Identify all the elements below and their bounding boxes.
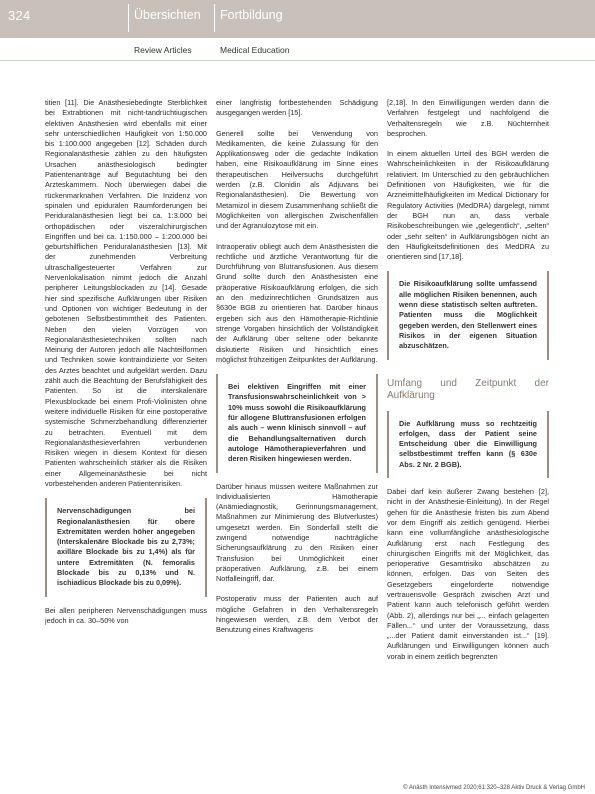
subheader-left: Review Articles [134, 45, 192, 55]
highlight-box: Die Risikoaufklärung sollte umfassend alle möglichen Risiken benennen, auch wenn diese statistisch selten auftreten. Patienten muss die Möglichkeit gegeben werden, den Stellenwert eines Risikos in der eigenen Situation abzuschätzen. [387, 271, 549, 359]
page-number: 324 [8, 8, 31, 23]
paragraph: Intraoperativ obliegt auch dem Anästhesisten die rechtliche und ärztliche Verantwortung für die Durchführung von Blutransfusionen. Aus diesem Grund sollte durch den Anästhesisten eine präoperative Risikoaufklärung erfolgen, die sich an den medizinrechtlichen Grundsätzen aus §630e BGB zu orientieren hat. Darüber hinaus ergeben sich aus den Hämotherapie-Richtlinie strenge Vorgaben hinsichtlich der Vollständigkeit der Aufklärung über seltene oder bekannte diskutierte Risiken und hinsichtlich eines möglichst frühzeitigen Zeitpunktes der Aufklärung. [216, 241, 378, 364]
subheader-right: Medical Education [220, 45, 290, 55]
paragraph: In einem aktuellen Urteil des BGH werden die Wahrscheinlichkeiten in der Risikoaufklärung relativiert. Im Unterschied zu den gebräuchlichen Definitionen von Häufigkeiten, wie für die Arzneimittelhäufigkeiten im Medical Dictionary for Regulatory Activities (MedDRA) dargelegt, nimmt der BGH nun an, dass verbale Risikobeschreibungen wie „gelegentlich“, „selten“ oder „sehr selten“ in Aufklärungsbögen nicht an den Häufigkeitsdefinitionen des MedDRA zu orientieren sind [17,18]. [387, 149, 549, 262]
column-2 [216, 98, 378, 636]
highlight-box: Nervenschädigungen bei Regionalanästhesien für obere Extremitäten werden höher angegeben (Interskalenäre Blockade bis zu 2,73%; axilläre Blockade bis zu 1,4%) als für untere Extremitäten (N. femoralis Blockade bis zu 0,13% und N. ischiadicus Blockade bis zu 0,09%). [45, 498, 207, 596]
highlight-box: Bei elektiven Eingriffen mit einer Transfusionswahrscheinlichkeit von > 10% muss sowohl die Risikoaufklärung für allogene Bluttransfusionen erfolgen als auch – wenn klinisch sinnvoll – auf die Behandlungsalternativen durch autologe Hämotherapieverfahren und deren Risiken hingewiesen werden. [216, 374, 378, 472]
header-tab-overview: Übersichten [134, 8, 201, 22]
paragraph: titien [11]. Die Anästhesiebedingte Sterblichkeit bei Extrabtionen mit nicht-tandrüchtiugischen elektiven Anästhesien wird ebenfalls mit einer sehr unterschiedlichen Häufigkeit von 1:50.000 bis 1:100.000 angegeben [12]. Schäden durch Regionalanästhesie zählen zu den häufigsten Ursachen anästhesiologisch bedingter Patientenanträge auf Begutachtung bei den Arzteskammern. Noch überwiegen dabei die rückenmarknahen Verfahren. Die Inzidenz von spinalen und epiduralen Raumforderungen bei Periduralanästhesien liegt bei ca. 1:3.000 bei orthopädischen oder viszeralchirurgischen Eingriffen und bei ca. 1:150.000 – 1:200.000 bei geburtshilflichen Periduralanästhesien [13]. Mit der zunehmenden Verbreitung ultraschallgesteuerter Verfahren zur Nervenlokalisation nimmt jedoch die Anzahl peripherer Leitungsblockaden zu [14]. Gesade hier sind spezifische Aufklärungen über Risiken und Optionen von wichtiger Bedeutung in der gebotenen Selbstbestimmtheit des Patienten. Neben den vielen Vorzügen von Regionalanästhesietechniken sollten nach Meinung der Autoren jedoch alle Nachteilformen und Techniken sowie kontraindizierte vor Seiten des Arztes beachtet und aufgeklärt werden. Dazu zählt auch die Beachtung der Berufsfähigkeit des Patienten. So ist die interskalenäre Plexusblockade bei einem Profi-Violinisten ohne weitere individuelle Risiken für eine postoperative systemische Schmerzbehandlung differenzierter zu betrachten. Eventuell mit dem Regionalanästhesieverfahren verbundenen Risiken wiegen in diesem Kontext für diesen Patienten wahrscheinlich stärker als die Risiken einer Allgemeinanästhesie bei nicht vorbestehenden anderen Patientenrisiken. [45, 98, 207, 488]
paragraph: [2,18]. In den Einwilligungen werden dann die Verfahren festgelegt und nachfolgend die Verhaltensregeln wie z.B. Nüchternheit besprochen. [387, 98, 549, 138]
page-footer: © Anästh Intensivmed 2020;61:320–328 Aktiv Druck & Verlag GmbH [403, 785, 585, 791]
column-1 [45, 98, 207, 626]
section-heading: Umfang und Zeitpunkt der Aufklärung [387, 377, 549, 401]
header-separator [214, 4, 215, 32]
paragraph: Dabei darf kein äußerer Zwang bestehen [2], nicht in der Anästhesie-Einleitung). In der Regel gehen für die Anästhesie fristen bis zum Abend vor dem Eingriff als zeitlich genügend. Hierbei kann eine vollumfängliche anästhesiologische Aufklärung erst nach Festlegung des chirurgischen Eingriffs mit der Möglichkeit, das perioperative Gesamtrisiko abschätzen zu können, erfolgen. Das von Seiten des Gesetzgebers eingeforderte notwendige vertrauensvolle Gespräch zwischen Arzt und Patient kann auch telefonisch geführt werden (Abb. 2), allerdings nur bei „... einfach gelagerten Fällen...“ und unter der Voraussetzung, dass „...der Patient damit einverstanden ist...“ [19]. Aufklärungen und Einwilligungen können auch vorab in einem zeitlich begrenzten [387, 487, 549, 661]
header-tab-education: Fortbildung [220, 8, 283, 22]
paragraph: Generell sollte bei Verwendung von Medikamenten, die keine Zulassung für den Applikationsweg oder die gedachte Indikation haben, eine Risikoaufklärung im Sinne eines therapeutischen Heilversuchs durchgeführt werden (z.B. Clonidin als Adjuvans bei Regionalanästhesien). Die Bewertung von Metamizol in diesem Zusammenhang schließt die Möglichkeiten von allergischen Zwischenfällen und der Agranulozytose mit ein. [216, 128, 378, 231]
paragraph: Bei allen peripheren Nervenschädigungen muss jedoch in ca. 30–50% von [45, 605, 207, 625]
paragraph: einer langfristig fortbestehenden Schädigung ausgegangen werden [15]. [216, 98, 378, 118]
column-3 [387, 98, 549, 662]
highlight-box: Die Aufklärung muss so rechtzeitig erfolgen, dass der Patient seine Entscheidung über die Einwilligung selbstbestimmt treffen kann (§ 630e Abs. 2 Nr. 2 BGB). [387, 411, 549, 478]
paragraph: Postoperativ muss der Patienten auch auf mögliche Gefahren in den Verhaltensregeln hingewiesen werden, z.B. dem Verbot der Benutzung eines Kraftwagens [216, 594, 378, 635]
subheader-rule [0, 60, 595, 61]
paragraph: Darüber hinaus müssen weitere Maßnahmen zur Individualisierten Hämotherapie (Anämiediagnostik, Gerinnungsmanagement, Maßnahmen zur Minimierung des Blutverlustes) umgesetzt werden. Ein Sonderfall stellt die zwingend notwendige nachträgliche Sicherungsaufklärung zu den Risiken einer Transfusion bei Unmöglichkeit einer präoperativen Aufklärung, z.B. bei einem Notfalleingriff, dar. [216, 481, 378, 584]
header-separator [128, 4, 129, 32]
page-header [0, 0, 595, 38]
